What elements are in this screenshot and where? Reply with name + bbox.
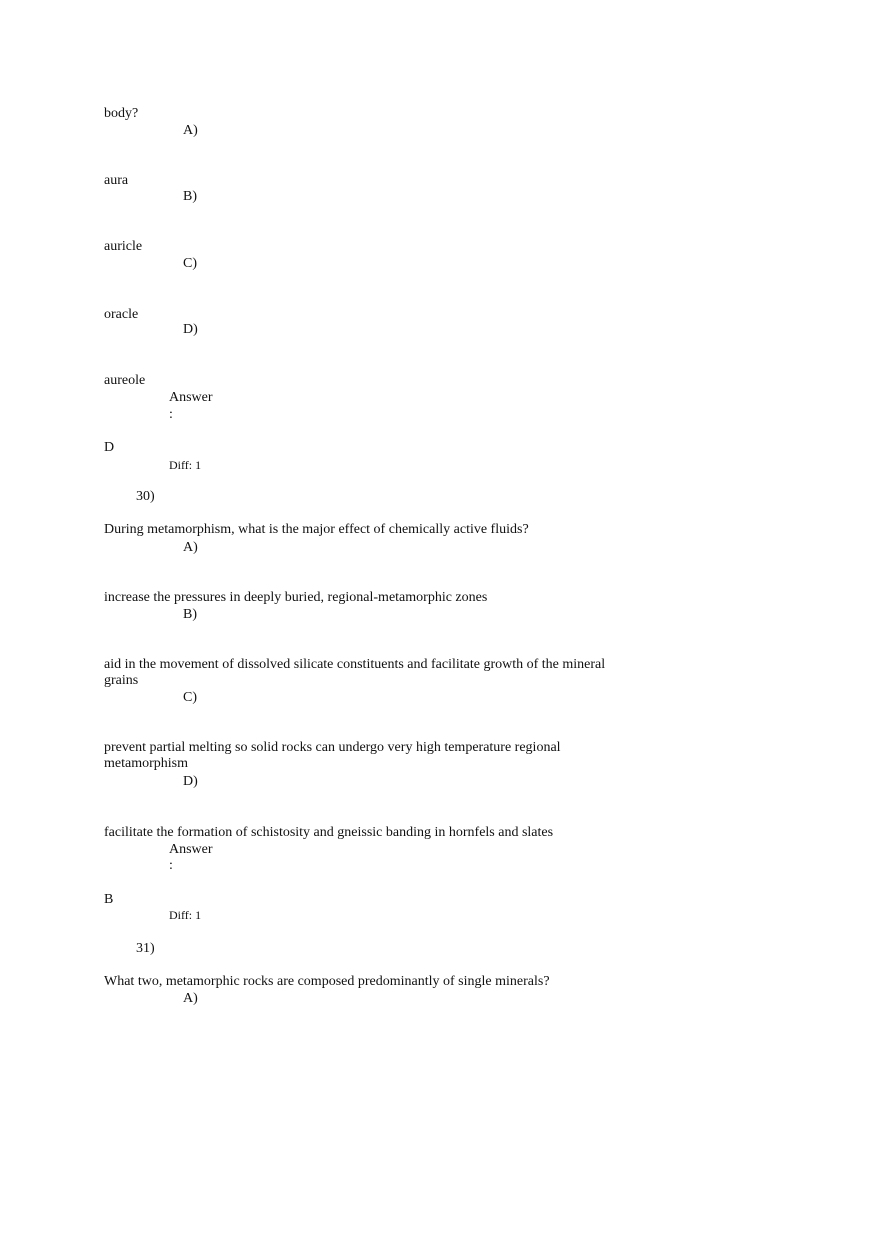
difficulty-label: Diff: 1 <box>169 908 202 922</box>
answer-value: D <box>104 440 115 455</box>
difficulty-label: Diff: 1 <box>169 458 202 472</box>
answer-label: Answer <box>169 390 213 405</box>
question-31-number: 31) <box>136 941 155 956</box>
option-a-text: aura <box>104 173 129 188</box>
question-30-stem: During metamorphism, what is the major effect of chemically active fluids? <box>104 522 529 537</box>
option-c-text: oracle <box>104 307 139 322</box>
option-c-text: prevent partial melting so solid rocks can undergo very high temperature regional metamorphism <box>104 740 561 771</box>
option-d-text: facilitate the formation of schistosity and gneissic banding in hornfels and slates <box>104 825 554 840</box>
answer-label-colon: : <box>169 858 173 873</box>
option-d-letter: D) <box>183 774 198 789</box>
option-b-letter: B) <box>183 607 197 622</box>
answer-label: Answer <box>169 842 213 857</box>
option-a-letter: A) <box>183 123 198 138</box>
option-a-text: increase the pressures in deeply buried, regional-metamorphic zones <box>104 590 488 605</box>
option-b-letter: B) <box>183 189 197 204</box>
option-c-letter: C) <box>183 256 197 271</box>
answer-value: B <box>104 892 114 907</box>
option-c-letter: C) <box>183 690 197 705</box>
option-a-letter: A) <box>183 991 198 1006</box>
question-29-stem-tail: body? <box>104 106 139 121</box>
option-b-text: auricle <box>104 239 143 254</box>
option-d-text: aureole <box>104 373 146 388</box>
option-d-letter: D) <box>183 322 198 337</box>
question-31-stem: What two, metamorphic rocks are composed predominantly of single minerals? <box>104 974 550 989</box>
answer-label-colon: : <box>169 407 173 422</box>
option-b-text: aid in the movement of dissolved silicate constituents and facilitate growth of the mineral grains <box>104 657 606 688</box>
question-30-number: 30) <box>136 489 155 504</box>
option-a-letter: A) <box>183 540 198 555</box>
